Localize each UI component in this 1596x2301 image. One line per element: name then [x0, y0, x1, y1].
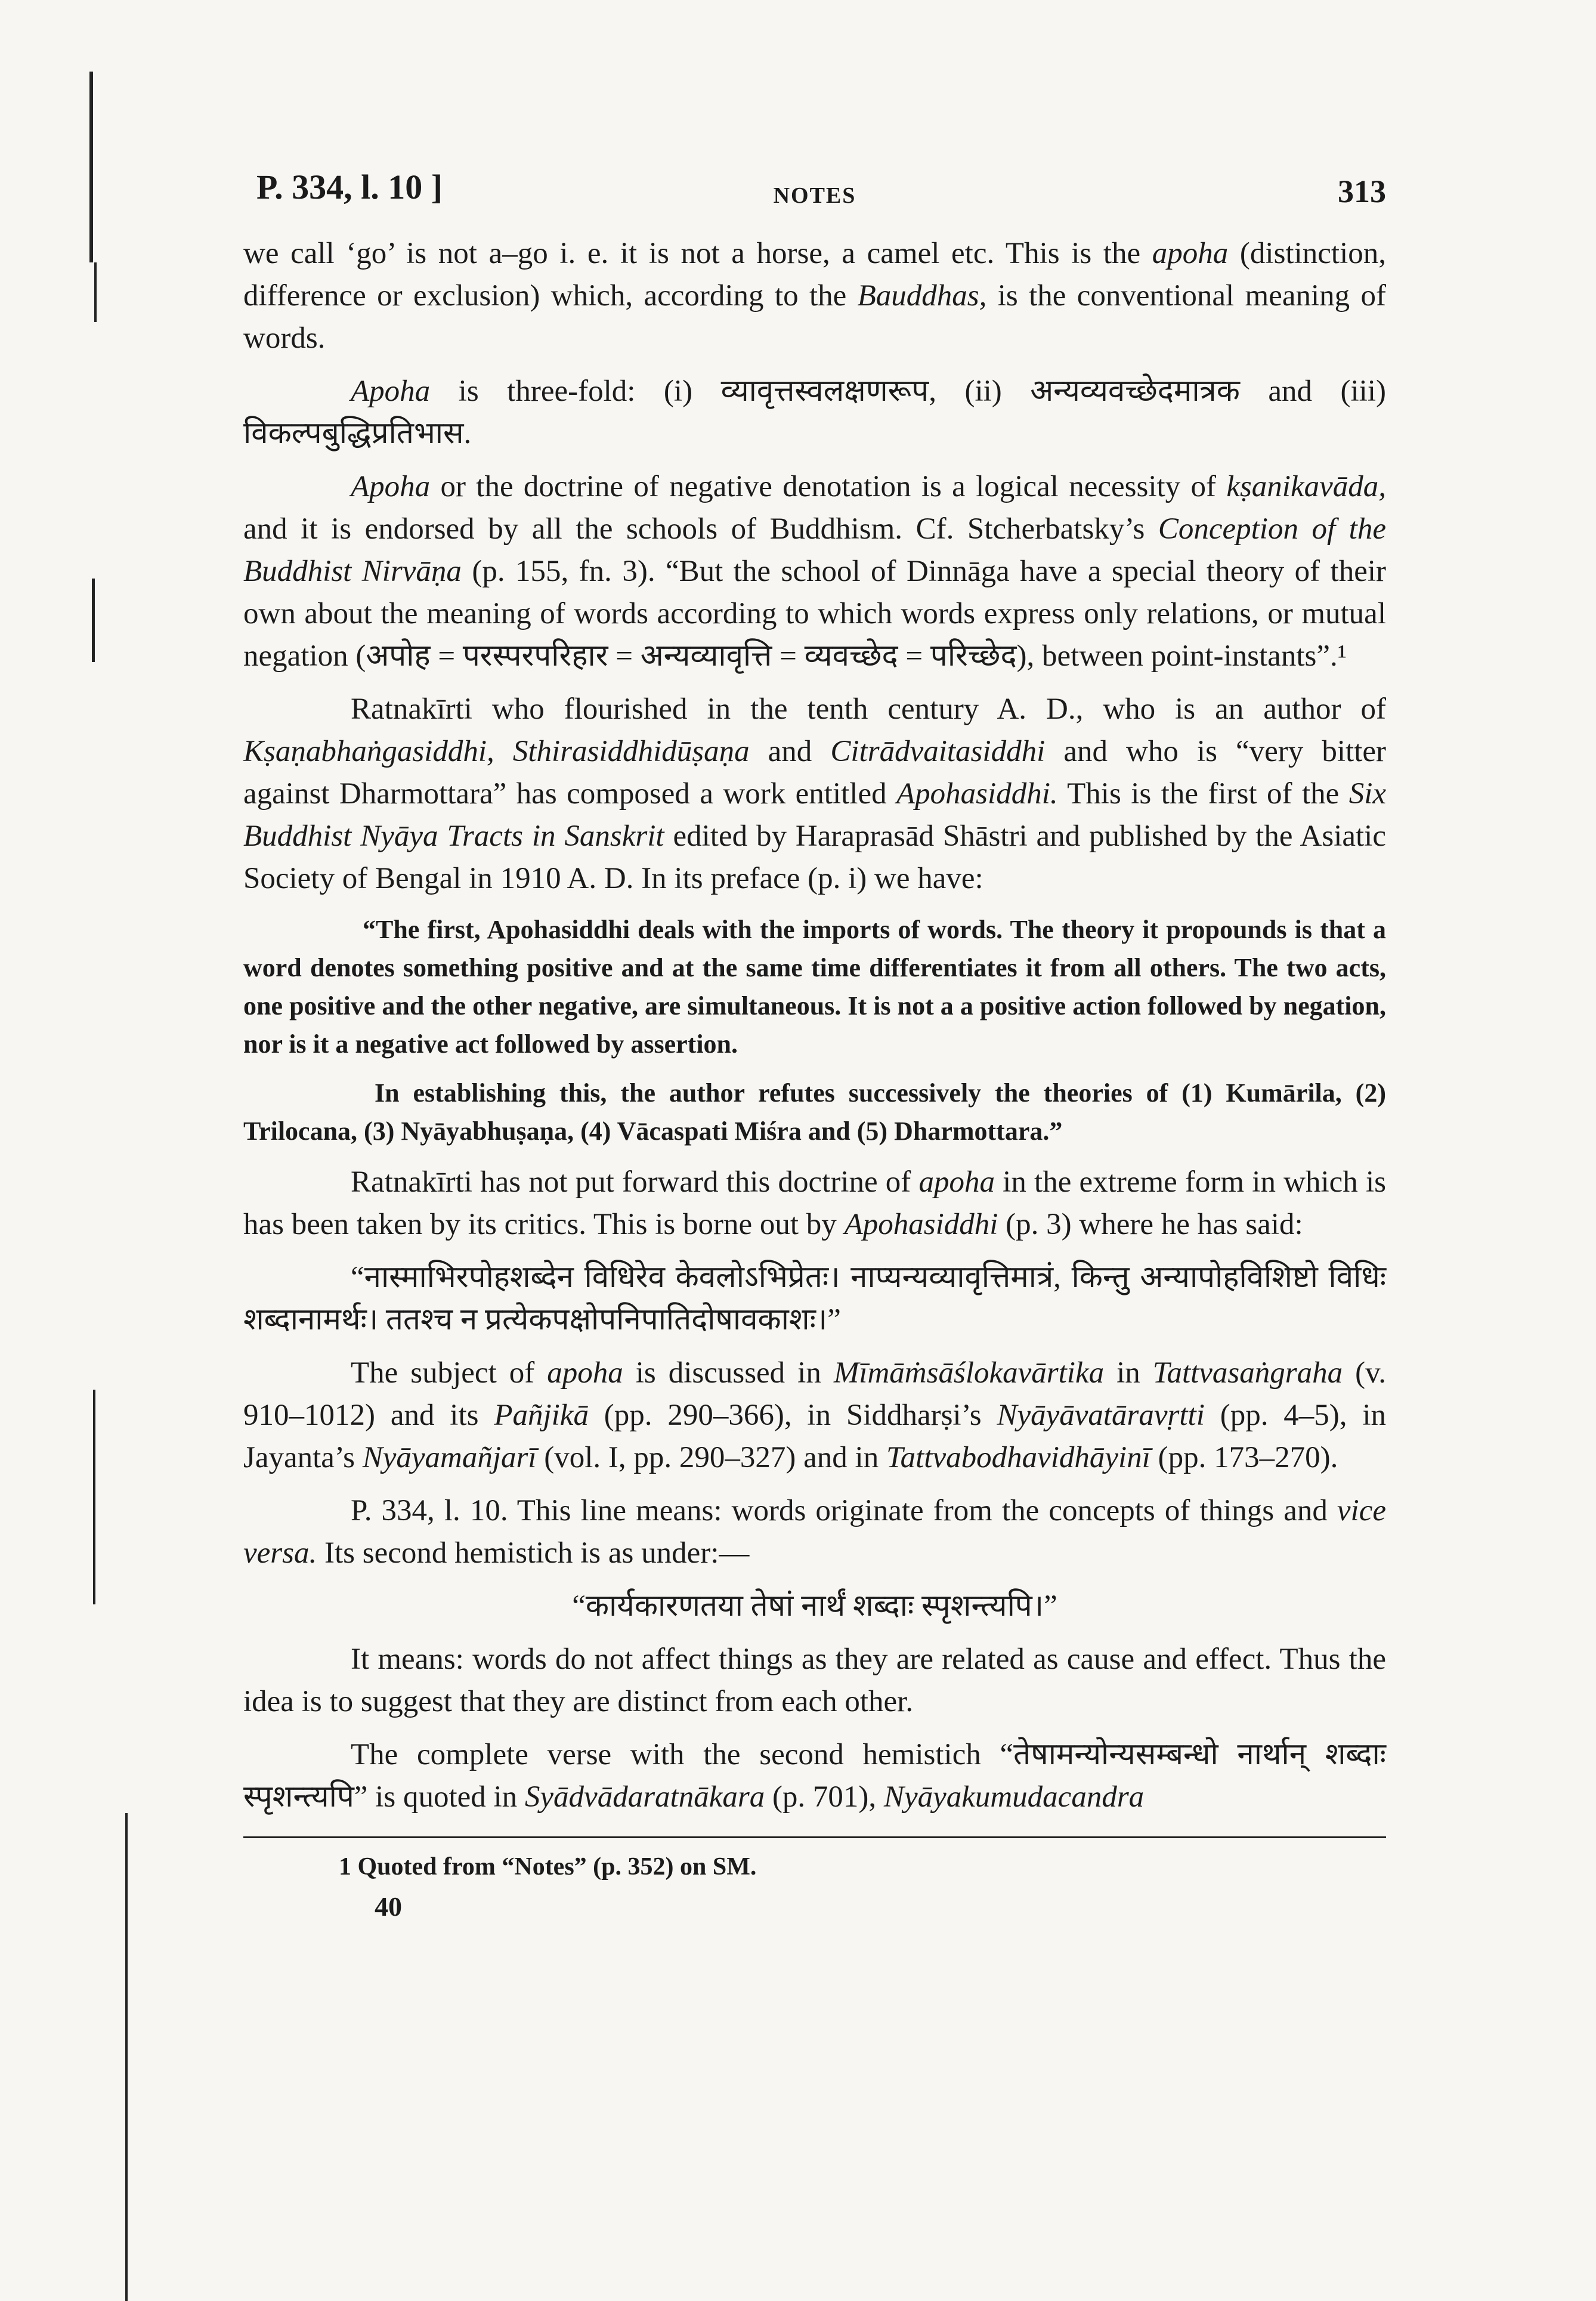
paragraph-8: It means: words do not affect things as they are related as cause and effect. Thus the idea is to suggest that they are distinct from each other. [243, 1643, 1386, 1718]
block-quote-2: In establishing this, the author refutes successively the theories of (1) Kumārila, (2) Trilocana, (3) Nyāyabhuṣaṇa, (4) Vācaspati Miśra and (5) Dharmottara.” [243, 1078, 1386, 1146]
sanskrit-quote-1: “नास्माभिरपोहशब्देन विधिरेव केवलोऽभिप्रेतः। नाप्यन्यव्यावृत्तिमात्रं, किन्तु अन्यापोहविशिष्टो विधिः शब्दानामर्थः। ततश्च न प्रत्येकपक्षोपनिपातिदोषावकाशः।” [243, 1261, 1386, 1337]
paragraph-1: we call ‘go’ is not a–go i. e. it is not a horse, a camel etc. This is the apoha (distinction, difference or exclusion) which, according to the Bauddhas, is the conventional meaning of words. [243, 237, 1386, 355]
paragraph-6: The subject of apoha is discussed in Mīmāṁsāślokavārtika in Tattvasaṅgraha (v. 910–1012) and its Pañjikā (pp. 290–366), in Siddharṣi’s Nyāyāvatāravṛtti (pp. 4–5), in Jayanta’s Nyāyamañjarī (vol. I, pp. 290–327) and in Tattvabodhavidhāyinī (pp. 173–270). [243, 1356, 1387, 1474]
scan-edge-mark-upper [94, 262, 97, 322]
header-title: NOTES [773, 183, 856, 208]
scan-edge-mark-bottom [125, 1813, 128, 2301]
scan-edge-mark-top [89, 72, 93, 262]
scan-edge-mark-lower [93, 1390, 95, 1604]
block-quote-1: “The first, Apohasiddhi deals with the imports of words. The theory it propounds is that a word denotes something positive and at the same time differentiates it from all others. The two acts, one positive and the other negative, are simultaneous. It is not a a positive action followed by negation, nor is it a negative act followed by assertion. [243, 915, 1386, 1059]
running-header [243, 167, 1386, 233]
paragraph-3: Apoha or the doctrine of negative denotation is a logical necessity of kṣanikavāda, and it is endorsed by all the schools of Buddhism. Cf. Stcherbatsky’s Conception of the Buddhist Nirvāṇa (p. 155, fn. 3). “But the school of Dinnāga have a special theory of their own about the meaning of words according to which words express only relations, or mutual negation (अपोह = परस्परपरिहार = अन्यव्यावृत्ति = व्यवच्छेद = परिच्छेद), between point-instants”.¹ [243, 470, 1386, 673]
paragraph-7: P. 334, l. 10. This line means: words originate from the concepts of things and vice versa. Its second hemistich is as under:— [243, 1494, 1386, 1570]
page-number: 313 [1338, 174, 1386, 209]
paragraph-5: Ratnakīrti has not put forward this doctrine of apoha in the extreme form in which is has been taken by its critics. This is borne out by Apohasiddhi (p. 3) where he has said: [243, 1165, 1386, 1241]
scan-edge-mark-middle [92, 579, 95, 662]
footnote-1: 1 Quoted from “Notes” (p. 352) on SM. [339, 1853, 757, 1881]
page-body [243, 233, 1386, 1818]
paragraph-2: Apoha is three-fold: (i) व्यावृत्तस्वलक्षणरूप, (ii) अन्यव्यवच्छेदमात्रक and (iii) विकल्पबुद्धिप्रतिभास. [243, 375, 1386, 450]
book-page [243, 167, 1386, 1922]
paragraph-4: Ratnakīrti who flourished in the tenth century A. D., who is an author of Kṣaṇabhaṅgasiddhi, Sthirasiddhidūṣaṇa and Citrādvaitasiddhi and who is “very bitter against Dharmottara” has composed a work entitled Apohasiddhi. This is the first of the Six Buddhist Nyāya Tracts in Sanskrit edited by Haraprasād Shāstri and published by the Asiatic Society of Bengal in 1910 A. D. In its preface (p. i) we have: [243, 692, 1386, 895]
header-reference: P. 334, l. 10 ] [256, 168, 443, 206]
sanskrit-quote-2: “कार्यकारणतया तेषां नार्थं शब्दाः स्पृशन्त्यपि।” [572, 1589, 1057, 1623]
signature-folio: 40 [375, 1891, 402, 1922]
paragraph-9: The complete verse with the second hemistich “तेषामन्योन्यसम्बन्धो नार्थान् शब्दाः स्पृशन्त्यपि” is quoted in Syādvādaratnākara (p. 701), Nyāyakumudacandra [243, 1738, 1386, 1814]
footnote-divider [243, 1836, 1386, 1838]
